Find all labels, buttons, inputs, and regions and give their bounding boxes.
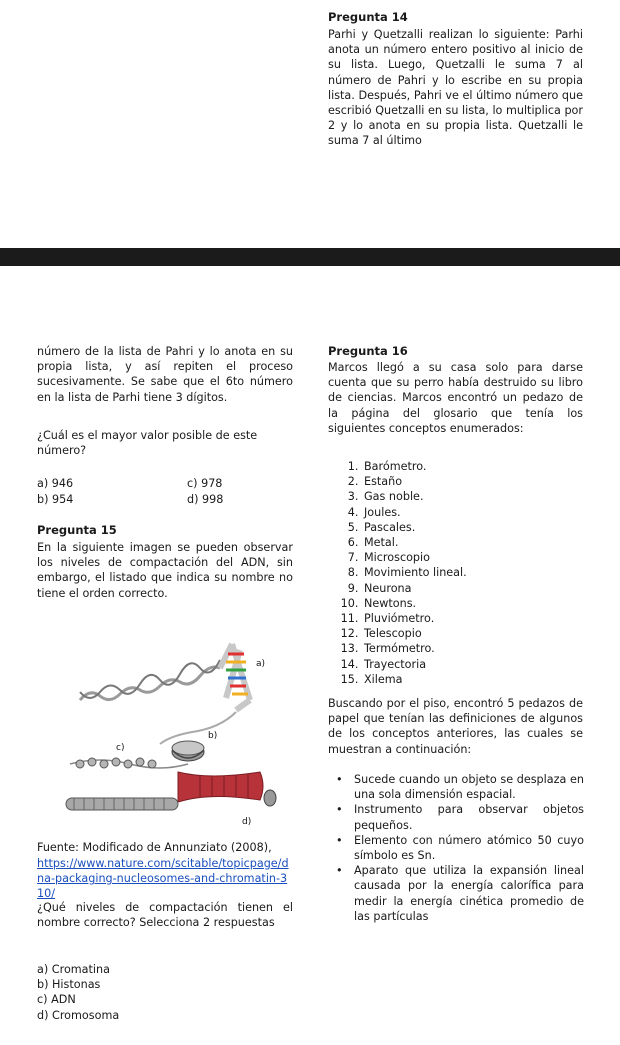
source-link[interactable]: https://www.nature.com/scitable/topicpage/dna-packaging-nucleosomes-and-chromatin-310/ bbox=[37, 857, 289, 901]
q15-option-c[interactable]: c) ADN bbox=[37, 993, 76, 1007]
q14-option-c[interactable]: c) 978 bbox=[187, 477, 223, 490]
chromatin-fiber bbox=[70, 758, 188, 768]
concept-item: 15. Xilema bbox=[362, 672, 620, 687]
concept-item: 14. Trayectoria bbox=[362, 657, 620, 672]
q15-option-d[interactable]: d) Cromosoma bbox=[37, 1008, 120, 1022]
q15-option-b[interactable]: b) Histonas bbox=[37, 978, 101, 992]
definition-item bbox=[336, 802, 584, 832]
q16-text2: Buscando por el piso, encontró 5 pedazos de papel que tenían las definiciones de algunos de los conceptos anteriores, las cuales se muestran a continuación: bbox=[328, 697, 583, 756]
concept-item: 2. Estaño bbox=[362, 474, 620, 489]
definition-text: Elemento con número atómico 50 cuyo símbolo es Sn. bbox=[354, 833, 584, 863]
definition-text: Instrumento para observar objetos pequeños. bbox=[354, 803, 584, 832]
concept-item: 7. Microscopio bbox=[362, 550, 620, 565]
label-d: d) bbox=[242, 817, 252, 827]
concept-item: 8. Movimiento lineal. bbox=[362, 565, 620, 580]
label-a: a) bbox=[256, 659, 266, 669]
concept-item: 13. Termómetro. bbox=[362, 641, 620, 656]
definition-item bbox=[336, 833, 584, 863]
q14-question: ¿Cuál es el mayor valor posible de este número? bbox=[37, 429, 258, 458]
concept-item: 10. Newtons. bbox=[362, 596, 620, 611]
bullet-icon: • bbox=[336, 864, 343, 878]
q16-title: Pregunta 16 bbox=[328, 344, 408, 358]
q15-title: Pregunta 15 bbox=[37, 523, 117, 537]
concept-item: 9. Neurona bbox=[362, 581, 620, 596]
definition-text: Aparato que utiliza la expansión lineal causada por la energía calorífica para medir la energía cinética promedio de las partículas bbox=[354, 864, 584, 923]
q16-text: Marcos llegó a su casa solo para darse cuenta que su perro había destruido su libro de ciencias. Marcos encontró un pedazo de la página del glosario que tenía los siguientes conceptos enumerados: bbox=[328, 361, 583, 435]
definition-item bbox=[336, 863, 584, 924]
q14-title: Pregunta 14 bbox=[328, 10, 408, 24]
concept-item: 6. Metal. bbox=[362, 535, 620, 550]
bullet-icon: • bbox=[336, 803, 343, 817]
label-c: c) bbox=[116, 743, 125, 753]
definition-text: Sucede cuando un objeto se desplaza en una sola dimensión espacial. bbox=[354, 773, 584, 802]
nucleosome bbox=[160, 712, 236, 761]
dna-compaction-figure bbox=[60, 640, 288, 830]
page-divider-band bbox=[0, 248, 620, 266]
concept-item: 5. Pascales. bbox=[362, 520, 620, 535]
q14-options bbox=[37, 476, 297, 507]
q16-concepts-list bbox=[322, 459, 620, 687]
q15-options bbox=[37, 962, 119, 1023]
q16-definitions-list bbox=[328, 772, 584, 924]
q14-text-bottom: número de la lista de Pahri y lo anota en su propia lista, y así repiten el proceso sucesivamente. Se sabe que el 6to número en la lista de Parhi tiene 3 dígitos. bbox=[37, 345, 293, 404]
label-b: b) bbox=[208, 731, 218, 741]
q14-option-d[interactable]: d) 998 bbox=[187, 493, 224, 507]
figure-source: Fuente: Modificado de Annunziato (2008), bbox=[37, 841, 272, 854]
q14-text-top: Parhi y Quetzalli realizan lo siguiente: Parhi anota un número entero positivo al inicio de su lista. Luego, Quetzalli le suma 7 al número de Pahri y lo escribe en su propia lista. Después, Pahri ve el último número que escribió Quetzalli en su lista, lo multiplica por 2 y lo anota en su propia lista. Quetzalli le suma 7 al último bbox=[328, 28, 583, 148]
bullet-icon: • bbox=[336, 833, 343, 847]
bullet-icon: • bbox=[336, 773, 343, 786]
q15-option-a[interactable]: a) Cromatina bbox=[37, 963, 110, 976]
concept-item: 12. Telescopio bbox=[362, 626, 620, 641]
dna-helix bbox=[80, 644, 250, 710]
concept-item: 11. Pluviómetro. bbox=[362, 611, 620, 626]
q15-question: ¿Qué niveles de compactación tienen el nombre correcto? Selecciona 2 respuestas bbox=[37, 901, 293, 930]
concept-item: 4. Joules. bbox=[362, 505, 620, 520]
q14-option-a[interactable]: a) 946 bbox=[37, 477, 74, 490]
concept-item: 3. Gas noble. bbox=[362, 489, 620, 504]
q15-text: En la siguiente imagen se pueden observar los niveles de compactación del ADN, sin embargo, el listado que indica su nombre no tiene el orden correcto. bbox=[37, 541, 293, 600]
chromosome bbox=[178, 772, 263, 802]
definition-item bbox=[336, 772, 584, 802]
concept-item: 1. Barómetro. bbox=[362, 459, 620, 474]
q14-option-b[interactable]: b) 954 bbox=[37, 493, 74, 507]
